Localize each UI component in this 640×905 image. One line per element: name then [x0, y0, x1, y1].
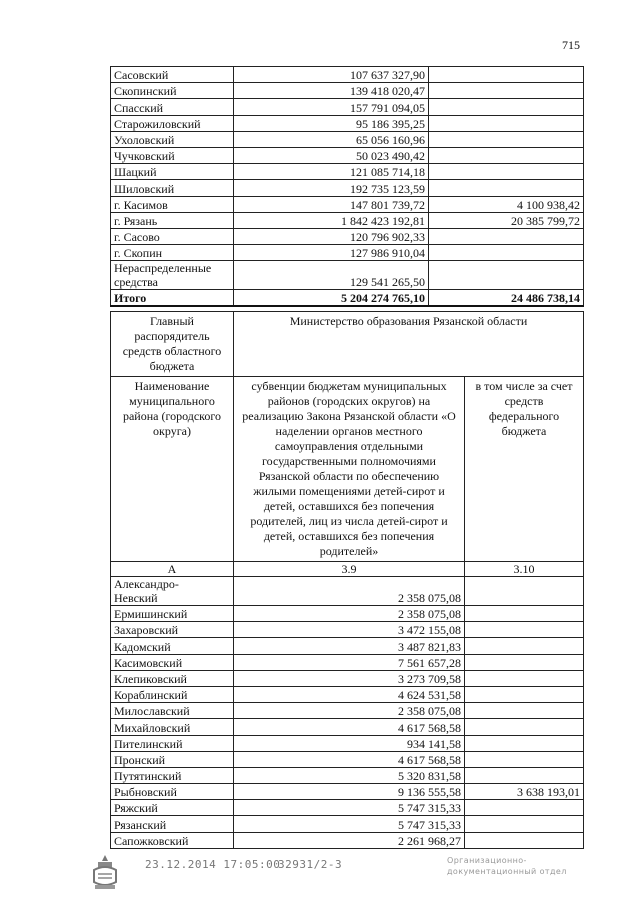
municipality-name: Ермишинский [111, 606, 234, 622]
table-row [111, 670, 584, 686]
municipality-name: Скопинский [111, 83, 234, 99]
subvention-amount: 2 261 968,27 [234, 832, 465, 848]
total-amount: 157 791 094,05 [234, 99, 429, 115]
table-row [111, 703, 584, 719]
federal-amount [429, 67, 584, 83]
federal-amount: 3 638 193,01 [465, 784, 584, 800]
table-row [111, 83, 584, 99]
header-row-1 [111, 312, 584, 377]
municipality-name: г. Рязань [111, 212, 234, 228]
municipality-name: Шацкий [111, 164, 234, 180]
table-row [111, 180, 584, 196]
subvention-label: субвенции бюджетам муниципальных районов (городских округов) на реализацию Закона Рязанской области «О наделении органов местного самоуправления отдельными государственными полномочиями Рязанской области по обеспечению жилыми помещениями детей-сирот и детей, оставшихся без попечения родителей, лиц из числа детей-сирот и детей, оставшихся без попечения родителей» [234, 377, 465, 562]
top-budget-table [110, 66, 584, 307]
federal-amount [429, 131, 584, 147]
unallocated-amount: 129 541 265,50 [234, 261, 429, 290]
column-a-label: А [111, 562, 234, 577]
total-amount: 127 986 910,04 [234, 245, 429, 261]
federal-amount [465, 577, 584, 606]
table-row [111, 719, 584, 735]
column-c-label: 3.10 [465, 562, 584, 577]
municipality-label: Наименование муниципального района (городского округа) [111, 377, 234, 562]
federal-amount [465, 654, 584, 670]
table-row [111, 99, 584, 115]
unallocated-label [111, 261, 234, 290]
municipality-name: Сасовский [111, 67, 234, 83]
subvention-amount: 2 358 075,08 [234, 703, 465, 719]
table-row [111, 800, 584, 816]
municipality-name: Шиловский [111, 180, 234, 196]
federal-amount [465, 800, 584, 816]
municipality-name: Ряжский [111, 800, 234, 816]
municipality-name: Михайловский [111, 719, 234, 735]
ministry-name: Министерство образования Рязанской области [234, 312, 584, 377]
subvention-amount: 2 358 075,08 [234, 577, 465, 606]
municipality-name: Кораблинский [111, 686, 234, 702]
table-row [111, 735, 584, 751]
subvention-amount: 5 747 315,33 [234, 800, 465, 816]
grand-total-federal: 24 486 738,14 [429, 290, 584, 307]
subvention-amount: 4 617 568,58 [234, 751, 465, 767]
municipality-name: г. Касимов [111, 196, 234, 212]
subvention-amount: 7 561 657,28 [234, 654, 465, 670]
total-label: Итого [111, 290, 234, 307]
federal-amount: 20 385 799,72 [429, 212, 584, 228]
subvention-amount: 3 487 821,83 [234, 638, 465, 654]
table-row [111, 638, 584, 654]
federal-amount [465, 622, 584, 638]
table-row [111, 751, 584, 767]
municipality-name: Старожиловский [111, 115, 234, 131]
table-row [111, 147, 584, 163]
column-number-row [111, 562, 584, 577]
total-amount: 95 186 395,25 [234, 115, 429, 131]
municipality-name: Пителинский [111, 735, 234, 751]
municipality-name: Клепиковский [111, 670, 234, 686]
municipality-name: Путятинский [111, 767, 234, 783]
municipality-name: г. Скопин [111, 245, 234, 261]
table-row [111, 622, 584, 638]
municipality-name: Рыбновский [111, 784, 234, 800]
table-row [111, 832, 584, 848]
federal-amount [429, 99, 584, 115]
table-row [111, 606, 584, 622]
total-amount: 65 056 160,96 [234, 131, 429, 147]
municipality-name: г. Сасово [111, 228, 234, 244]
main-manager-label: Главный распорядитель средств областного бюджета [111, 312, 234, 377]
header-row-2 [111, 377, 584, 562]
footer-note [447, 855, 567, 877]
total-amount: 50 023 490,42 [234, 147, 429, 163]
subvention-amount: 4 624 531,58 [234, 686, 465, 702]
federal-amount [465, 606, 584, 622]
municipality-name [111, 577, 234, 606]
table-row [111, 228, 584, 244]
total-amount: 147 801 739,72 [234, 196, 429, 212]
federal-amount [429, 245, 584, 261]
federal-amount [465, 735, 584, 751]
footer-note-line-2: документационный отдел [447, 867, 567, 876]
total-amount: 1 842 423 192,81 [234, 212, 429, 228]
table-row [111, 577, 584, 606]
total-amount: 121 085 714,18 [234, 164, 429, 180]
municipality-name: Милославский [111, 703, 234, 719]
unallocated-row [111, 261, 584, 290]
federal-amount [465, 638, 584, 654]
table-row [111, 816, 584, 832]
table-row [111, 131, 584, 147]
municipality-name: Рязанский [111, 816, 234, 832]
subvention-amount: 934 141,58 [234, 735, 465, 751]
table-row [111, 212, 584, 228]
total-amount: 139 418 020,47 [234, 83, 429, 99]
table-row [111, 784, 584, 800]
subvention-amount: 9 136 555,58 [234, 784, 465, 800]
municipality-name: Сапожковский [111, 832, 234, 848]
table-row [111, 164, 584, 180]
federal-amount [429, 147, 584, 163]
federal-amount [465, 703, 584, 719]
unallocated-line-2: средства [114, 275, 159, 290]
subvention-amount: 5 320 831,58 [234, 767, 465, 783]
federal-amount [465, 751, 584, 767]
federal-amount [429, 83, 584, 99]
table-row [111, 67, 584, 83]
table-row [111, 196, 584, 212]
subvention-amount: 3 273 709,58 [234, 670, 465, 686]
table-row [111, 767, 584, 783]
municipality-name: Чучковский [111, 147, 234, 163]
subvention-amount: 2 358 075,08 [234, 606, 465, 622]
table-row [111, 686, 584, 702]
federal-amount [465, 832, 584, 848]
municipality-name: Пронский [111, 751, 234, 767]
seal-stamp-icon [90, 852, 120, 892]
federal-amount [429, 164, 584, 180]
column-b-label: 3.9 [234, 562, 465, 577]
federal-amount: 4 100 938,42 [429, 196, 584, 212]
municipality-name: Касимовский [111, 654, 234, 670]
name-line-1: Александро- [114, 577, 179, 591]
page-number: 715 [562, 38, 580, 52]
federal-amount [429, 115, 584, 131]
federal-label: в том числе за счет средств федерального бюджета [465, 377, 584, 562]
federal-amount [465, 767, 584, 783]
footer-code: 32931/2-3 [278, 858, 343, 871]
grand-total-amount: 5 204 274 765,10 [234, 290, 429, 307]
name-line-2: Невский [114, 591, 158, 605]
federal-amount [465, 686, 584, 702]
footer-note-line-1: Организационно- [447, 856, 527, 865]
unallocated-line-1: Нераспределенные [114, 261, 212, 276]
total-amount: 192 735 123,59 [234, 180, 429, 196]
total-amount: 120 796 902,33 [234, 228, 429, 244]
federal-amount [465, 816, 584, 832]
federal-amount [465, 719, 584, 735]
subvention-amount: 4 617 568,58 [234, 719, 465, 735]
total-amount: 107 637 327,90 [234, 67, 429, 83]
municipality-name: Спасский [111, 99, 234, 115]
table-row [111, 115, 584, 131]
subvention-amount: 5 747 315,33 [234, 816, 465, 832]
municipality-name: Захаровский [111, 622, 234, 638]
table-row [111, 245, 584, 261]
unallocated-federal [429, 261, 584, 290]
bottom-budget-table [110, 311, 584, 849]
federal-amount [429, 180, 584, 196]
total-row [111, 290, 584, 307]
table-row [111, 654, 584, 670]
subvention-amount: 3 472 155,08 [234, 622, 465, 638]
federal-amount [429, 228, 584, 244]
federal-amount [465, 670, 584, 686]
municipality-name: Ухоловский [111, 131, 234, 147]
footer-date: 23.12.2014 17:05:00 [145, 858, 281, 871]
municipality-name: Кадомский [111, 638, 234, 654]
